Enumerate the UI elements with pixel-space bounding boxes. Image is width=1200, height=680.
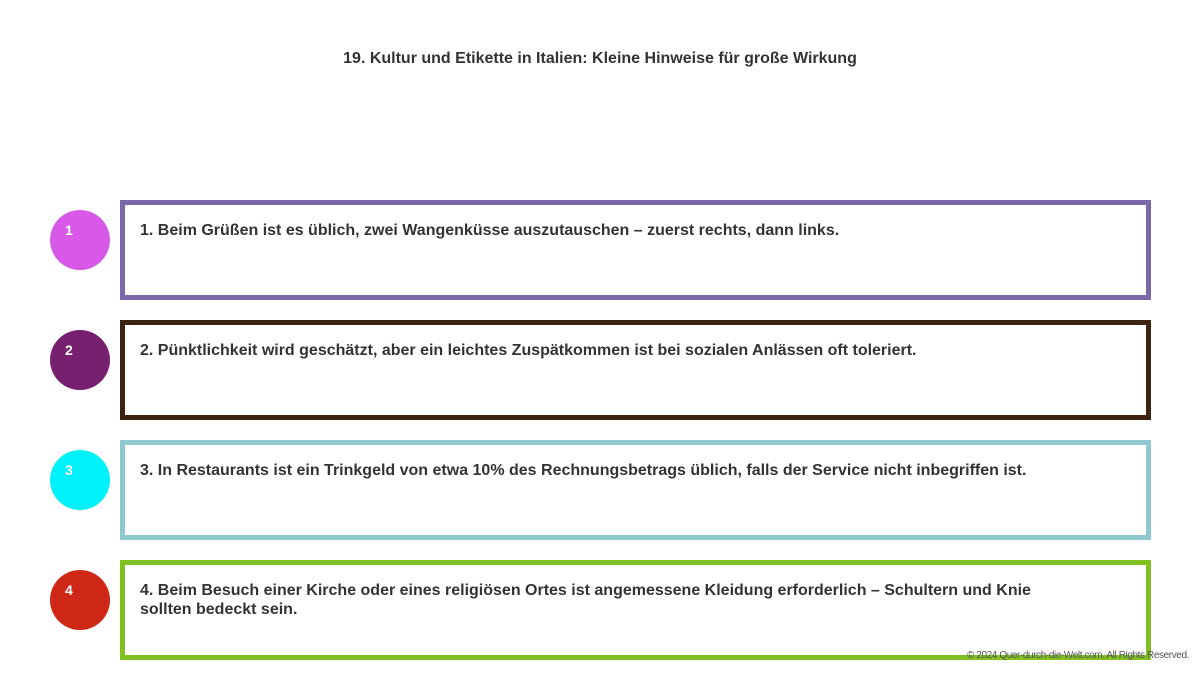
item-text: 3. In Restaurants ist ein Trinkgeld von etwa 10% des Rechnungsbetrags üblich, falls der Service nicht inbegriffen ist.: [140, 462, 1027, 479]
item-box: [120, 320, 1151, 420]
list-item: [0, 560, 1200, 660]
list-item: [0, 200, 1200, 300]
number-circle: [50, 450, 110, 510]
item-text: 2. Pünktlichkeit wird geschätzt, aber ein leichtes Zuspätkommen ist bei sozialen Anlässen oft toleriert.: [140, 342, 917, 359]
item-text: 1. Beim Grüßen ist es üblich, zwei Wangenküsse auszutauschen – zuerst rechts, dann links.: [140, 222, 840, 239]
number-circle: [50, 570, 110, 630]
number-circle: [50, 210, 110, 270]
item-number: 4: [65, 582, 73, 598]
item-number: 2: [65, 342, 73, 358]
list-item: [0, 320, 1200, 420]
list-item: [0, 440, 1200, 540]
number-circle: [50, 330, 110, 390]
item-box: [120, 560, 1151, 660]
item-box: [120, 200, 1151, 300]
item-text: 4. Beim Besuch einer Kirche oder eines religiösen Ortes ist angemessene Kleidung erforderlich – Schultern und Knie sollten bedeckt sein.: [140, 582, 1031, 618]
item-box: [120, 440, 1151, 540]
item-number: 1: [65, 222, 73, 238]
item-number: 3: [65, 462, 73, 478]
page-title: 19. Kultur und Etikette in Italien: Kleine Hinweise für große Wirkung: [343, 50, 857, 67]
copyright-footer: © 2024 Quer-durch-die-Welt.com. All Rights Reserved.: [966, 650, 1189, 661]
